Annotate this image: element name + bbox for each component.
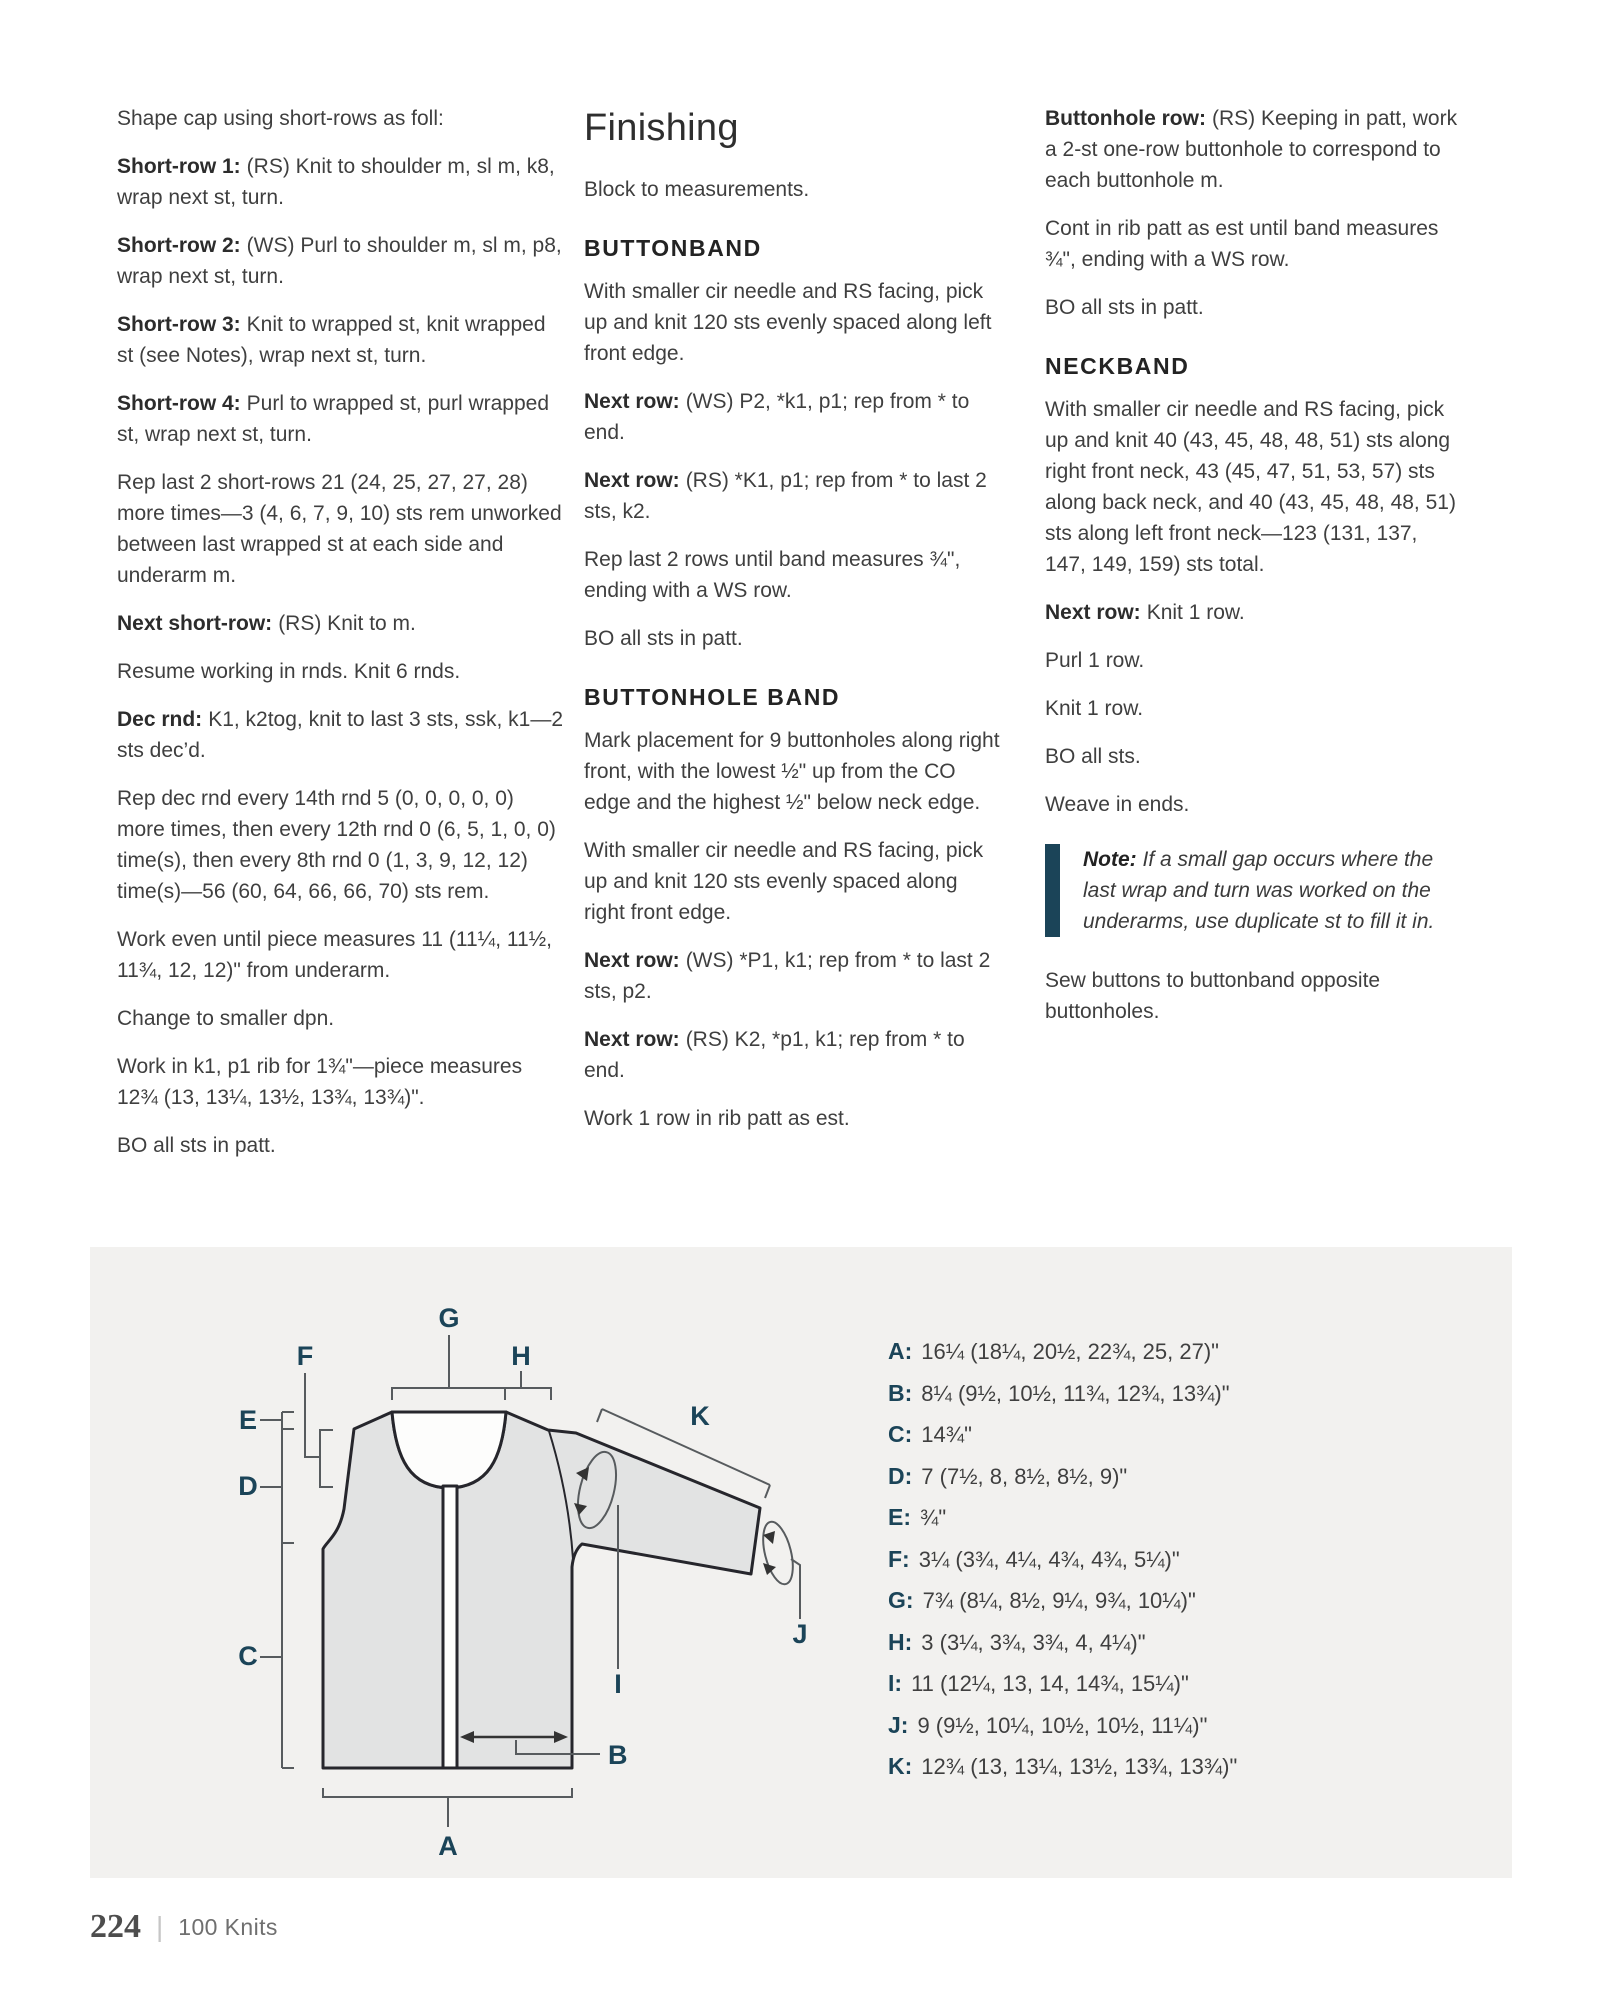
pattern-paragraph bbox=[117, 103, 565, 134]
measurement-value: 3¼ (3¾, 4¼, 4¾, 4¾, 5¼)" bbox=[918, 1546, 1180, 1572]
pattern-paragraph bbox=[117, 151, 565, 213]
paragraph-label: Buttonhole row: bbox=[1045, 107, 1206, 130]
paragraph-text: BO all sts in patt. bbox=[1045, 296, 1204, 319]
paragraph-text: (RS) *K1, p1; rep from * to last 2 sts, k2. bbox=[584, 469, 987, 523]
j-circumference-ellipse bbox=[758, 1519, 799, 1587]
paragraph-text: BO all sts in patt. bbox=[117, 1134, 276, 1157]
paragraph-text: With smaller cir needle and RS facing, pick up and knit 40 (43, 45, 48, 48, 51) sts along right front neck, 43 (45, 47, 51, 53, 57) sts along back neck, and 40 (43, 45, 48, 48, 51) sts along left front neck—123 (131, 137, 147, 149, 159) sts total. bbox=[1045, 398, 1456, 576]
pattern-paragraph bbox=[1045, 597, 1463, 628]
pattern-paragraph bbox=[1045, 394, 1463, 580]
diagram-label-b: B bbox=[608, 1740, 628, 1770]
measurement-item bbox=[888, 1456, 1237, 1498]
measurement-value: 9 (9½, 10¼, 10½, 10½, 11¼)" bbox=[917, 1712, 1208, 1738]
measurement-value: 12¾ (13, 13¼, 13½, 13¾, 13¾)" bbox=[921, 1754, 1238, 1779]
paragraph-label: Next row: bbox=[1045, 601, 1141, 624]
diagram-label-c: C bbox=[238, 1641, 258, 1671]
pattern-paragraph bbox=[117, 1051, 565, 1113]
cardigan-body-outline bbox=[323, 1412, 760, 1768]
measurement-key: G: bbox=[888, 1587, 914, 1613]
pattern-paragraph bbox=[1045, 741, 1463, 772]
paragraph-text: K1, k2tog, knit to last 3 sts, ssk, k1—2 sts dec’d. bbox=[117, 708, 564, 762]
schematic-panel bbox=[90, 1247, 1512, 1878]
measurement-item bbox=[888, 1373, 1237, 1415]
pattern-paragraph bbox=[584, 725, 1004, 818]
paragraph-text: Shape cap using short-rows as foll: bbox=[117, 107, 444, 130]
measurement-key: C: bbox=[888, 1421, 913, 1447]
pattern-paragraph bbox=[1045, 965, 1463, 1027]
diagram-label-i: I bbox=[614, 1669, 622, 1699]
paragraph-text: Change to smaller dpn. bbox=[117, 1007, 335, 1030]
paragraph-text: (RS) Knit to shoulder m, sl m, k8, wrap next st, turn. bbox=[117, 155, 555, 209]
measurement-value: 14¾" bbox=[921, 1422, 972, 1447]
diagram-label-k: K bbox=[690, 1401, 710, 1431]
cardigan-schematic-diagram bbox=[130, 1247, 850, 1878]
paragraph-text: BO all sts. bbox=[1045, 745, 1141, 768]
a-bracket bbox=[323, 1788, 572, 1827]
note-accent-bar bbox=[1045, 844, 1060, 937]
paragraph-text: Mark placement for 9 buttonholes along right front, with the lowest ½" up from the CO edge and the highest ½" below neck edge. bbox=[584, 729, 1000, 814]
note-callout bbox=[1045, 844, 1463, 937]
measurement-item bbox=[888, 1331, 1237, 1373]
column-right bbox=[1045, 103, 1463, 1044]
paragraph-text: (WS) P2, *k1, p1; rep from * to end. bbox=[584, 390, 970, 444]
measurement-list bbox=[888, 1331, 1237, 1788]
paragraph-text: Cont in rib patt as est until band measures ¾", ending with a WS row. bbox=[1045, 217, 1439, 271]
pattern-paragraph bbox=[584, 835, 1004, 928]
measurement-value: 7¾ (8¼, 8½, 9¼, 9¾, 10¼)" bbox=[922, 1588, 1196, 1613]
measurement-key: H: bbox=[888, 1628, 913, 1655]
paragraph-text: BO all sts in patt. bbox=[584, 627, 743, 650]
diagram-label-d: D bbox=[238, 1471, 258, 1501]
pattern-paragraph bbox=[117, 783, 565, 907]
note-body: If a small gap occurs where the last wrap and turn was worked on the underarms, use duplicate st to fill it in. bbox=[1083, 848, 1435, 933]
paragraph-label: Next row: bbox=[584, 390, 680, 413]
measurement-key: J: bbox=[888, 1711, 909, 1738]
paragraph-text: Rep dec rnd every 14th rnd 5 (0, 0, 0, 0, 0) more times, then every 12th rnd 0 (6, 5, 1, 0, 0) time(s), then every 8th rnd 0 (1, 3, 9, 12, 12) time(s)—56 (60, 64, 66, 66, 70) sts rem. bbox=[117, 787, 556, 903]
paragraph-label: Short-row 3: bbox=[117, 313, 241, 336]
measurement-item bbox=[888, 1497, 1237, 1539]
paragraph-text: Resume working in rnds. Knit 6 rnds. bbox=[117, 660, 461, 683]
measurement-key: B: bbox=[888, 1379, 913, 1406]
pattern-paragraph bbox=[584, 465, 1004, 527]
g-bracket bbox=[392, 1388, 551, 1400]
paragraph-text: (WS) Purl to shoulder m, sl m, p8, wrap next st, turn. bbox=[117, 234, 562, 288]
pattern-paragraph bbox=[117, 467, 565, 591]
f-measure-line bbox=[305, 1373, 319, 1457]
diagram-label-a: A bbox=[438, 1831, 458, 1861]
pattern-paragraph bbox=[1045, 103, 1463, 196]
subheading-buttonband: BUTTONBAND bbox=[584, 235, 762, 261]
note-text bbox=[1060, 844, 1463, 937]
paragraph-text: With smaller cir needle and RS facing, pick up and knit 120 sts evenly spaced along right front edge. bbox=[584, 839, 984, 924]
measurement-key: A: bbox=[888, 1338, 913, 1364]
pattern-paragraph bbox=[117, 704, 565, 766]
paragraph-text: Purl 1 row. bbox=[1045, 649, 1145, 672]
diagram-label-f: F bbox=[296, 1341, 314, 1371]
note-label: Note: bbox=[1083, 848, 1137, 871]
subheading-buttonhole-band: BUTTONHOLE BAND bbox=[584, 684, 841, 710]
measurement-key: D: bbox=[888, 1462, 913, 1489]
diagram-label-h: H bbox=[511, 1341, 531, 1371]
front-opening-slit bbox=[443, 1486, 457, 1768]
pattern-paragraph bbox=[117, 656, 565, 687]
pattern-paragraph bbox=[117, 608, 565, 639]
pattern-paragraph bbox=[584, 623, 1004, 654]
paragraph-text: Work in k1, p1 rib for 1¾"—piece measures 12¾ (13, 13¼, 13½, 13¾, 13¾)". bbox=[117, 1055, 523, 1109]
pattern-paragraph bbox=[584, 386, 1004, 448]
paragraph-text: Purl to wrapped st, purl wrapped st, wrap next st, turn. bbox=[117, 392, 549, 446]
paragraph-text: Sew buttons to buttonband opposite buttonholes. bbox=[1045, 969, 1381, 1023]
footer-divider: | bbox=[156, 1911, 164, 1942]
subheading-neckband: NECKBAND bbox=[1045, 353, 1190, 379]
measurement-key: E: bbox=[888, 1504, 911, 1530]
pattern-paragraph bbox=[584, 1103, 1004, 1134]
pattern-paragraph bbox=[584, 544, 1004, 606]
pattern-paragraph bbox=[1045, 645, 1463, 676]
paragraph-label: Short-row 1: bbox=[117, 155, 241, 178]
paragraph-text: Work even until piece measures 11 (11¼, 11½, 11¾, 12, 12)" from underarm. bbox=[117, 928, 553, 982]
paragraph-label: Next row: bbox=[584, 469, 680, 492]
measurement-value: 8¼ (9½, 10½, 11¾, 12¾, 13¾)" bbox=[921, 1380, 1230, 1406]
measurement-item bbox=[888, 1622, 1237, 1664]
measurement-value: ¾" bbox=[920, 1505, 947, 1530]
pattern-paragraph bbox=[584, 276, 1004, 369]
measurement-item bbox=[888, 1539, 1237, 1581]
pattern-paragraph bbox=[117, 230, 565, 292]
pattern-paragraph bbox=[1045, 789, 1463, 820]
paragraph-label: Next short-row: bbox=[117, 612, 273, 635]
paragraph-text: (RS) K2, *p1, k1; rep from * to end. bbox=[584, 1028, 965, 1082]
paragraph-text: Rep last 2 short-rows 21 (24, 25, 27, 27, 28) more times—3 (4, 6, 7, 9, 10) sts rem unworked between last wrapped st at each side and underarm m. bbox=[117, 471, 562, 587]
diagram-label-j: J bbox=[792, 1619, 808, 1649]
pattern-paragraph bbox=[1045, 213, 1463, 275]
j-ellipse-arrow-top bbox=[763, 1531, 775, 1544]
paragraph-text: Work 1 row in rib patt as est. bbox=[584, 1107, 850, 1130]
column-middle bbox=[584, 103, 1004, 1151]
f-bracket bbox=[320, 1430, 333, 1487]
page-number: 224 bbox=[90, 1908, 141, 1945]
pattern-paragraph bbox=[117, 388, 565, 450]
measurement-key: I: bbox=[888, 1670, 903, 1696]
pattern-paragraph bbox=[1045, 292, 1463, 323]
pattern-paragraph bbox=[117, 1003, 565, 1034]
j-ellipse-arrow-bottom bbox=[763, 1563, 776, 1575]
pattern-paragraph bbox=[584, 1024, 1004, 1086]
pattern-paragraph bbox=[117, 1130, 565, 1161]
paragraph-label: Dec rnd: bbox=[117, 708, 203, 731]
pattern-paragraph bbox=[1045, 693, 1463, 724]
paragraph-text: Knit 1 row. bbox=[1146, 601, 1245, 624]
paragraph-label: Short-row 2: bbox=[117, 234, 241, 257]
column-left bbox=[117, 103, 565, 1178]
diagram-label-g: G bbox=[438, 1303, 460, 1333]
book-title: 100 Knits bbox=[178, 1913, 278, 1940]
measurement-item bbox=[888, 1663, 1237, 1705]
page-footer bbox=[90, 1908, 278, 1946]
diagram-label-e: E bbox=[238, 1405, 258, 1435]
paragraph-text: Block to measurements. bbox=[584, 178, 810, 201]
measurement-item bbox=[888, 1580, 1237, 1622]
measurement-value: 7 (7½, 8, 8½, 8½, 9)" bbox=[921, 1463, 1128, 1489]
measurement-item bbox=[888, 1746, 1237, 1788]
paragraph-text: (WS) *P1, k1; rep from * to last 2 sts, p2. bbox=[584, 949, 991, 1003]
measurement-value: 16¼ (18¼, 20½, 22¾, 25, 27)" bbox=[921, 1339, 1219, 1364]
pattern-paragraph bbox=[584, 174, 1004, 205]
measurement-key: K: bbox=[888, 1753, 913, 1779]
measurement-item bbox=[888, 1705, 1237, 1747]
paragraph-text: With smaller cir needle and RS facing, pick up and knit 120 sts evenly spaced along left front edge. bbox=[584, 280, 992, 365]
measurement-value: 11 (12¼, 13, 14, 14¾, 15¼)" bbox=[911, 1671, 1189, 1696]
paragraph-label: Short-row 4: bbox=[117, 392, 241, 415]
measurement-value: 3 (3¼, 3¾, 3¾, 4, 4¼)" bbox=[921, 1629, 1146, 1655]
left-measure-line bbox=[260, 1412, 294, 1768]
paragraph-label: Next row: bbox=[584, 1028, 680, 1051]
paragraph-text: Knit 1 row. bbox=[1045, 697, 1144, 720]
pattern-paragraph bbox=[584, 945, 1004, 1007]
paragraph-text: (RS) Keeping in patt, work a 2-st one-row buttonhole to correspond to each buttonhole m. bbox=[1045, 107, 1458, 192]
measurement-item bbox=[888, 1414, 1237, 1456]
pattern-paragraph bbox=[117, 924, 565, 986]
section-heading-finishing: Finishing bbox=[584, 107, 739, 149]
paragraph-text: Weave in ends. bbox=[1045, 793, 1190, 816]
measurement-key: F: bbox=[888, 1545, 910, 1572]
paragraph-text: Knit to wrapped st, knit wrapped st (see Notes), wrap next st, turn. bbox=[117, 313, 546, 367]
paragraph-text: Rep last 2 rows until band measures ¾", ending with a WS row. bbox=[584, 548, 961, 602]
paragraph-text: (RS) Knit to m. bbox=[278, 612, 416, 635]
paragraph-label: Next row: bbox=[584, 949, 680, 972]
pattern-paragraph bbox=[117, 309, 565, 371]
